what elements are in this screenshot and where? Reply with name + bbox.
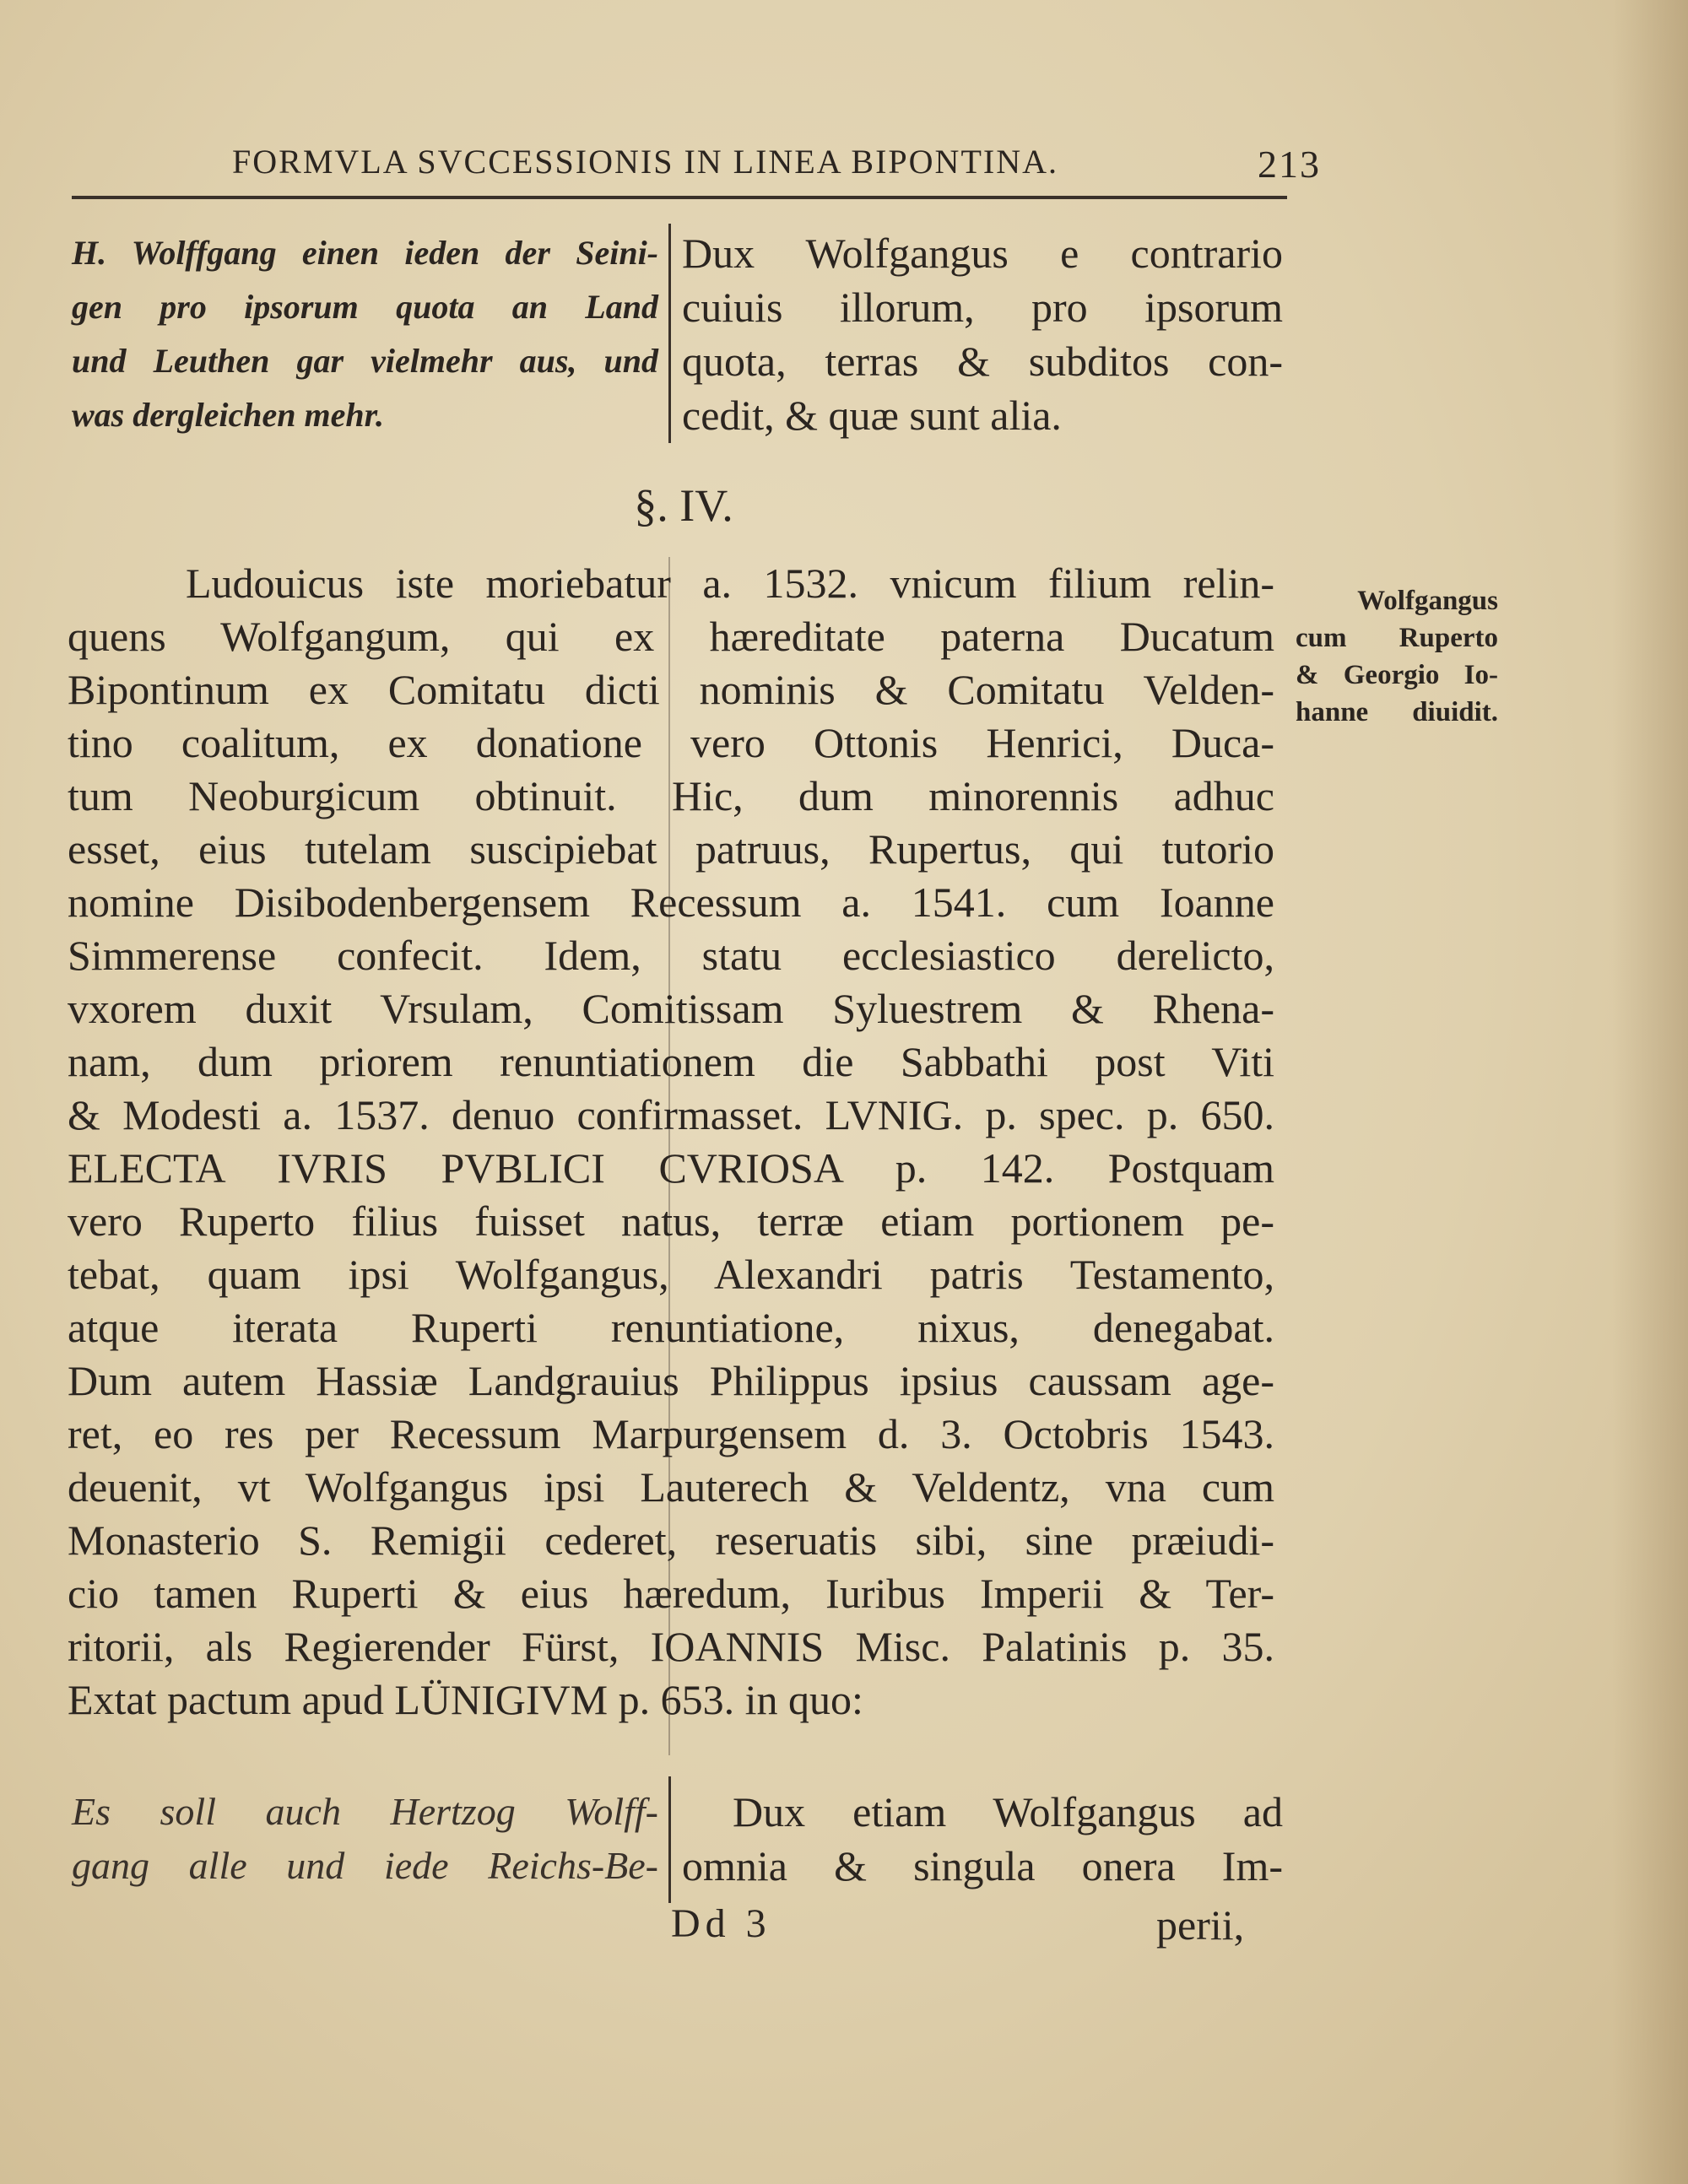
text-line: Bipontinum ex Comitatu dicti nominis & Comitatu Velden- <box>68 666 1274 713</box>
column-divider-top <box>668 224 671 443</box>
text-line: nam, dum priorem renuntiationem die Sabbathi post Viti <box>68 1038 1274 1085</box>
german-column-top <box>72 226 658 442</box>
text-line: nomine Disibodenbergensem Recessum a. 1541. cum Ioanne <box>68 878 1274 926</box>
text-line: Ludouicus iste moriebatur a. 1532. vnicum filium relin- <box>186 560 1274 607</box>
text-line: atque iterata Ruperti renuntiatione, nixus, denegabat. <box>68 1304 1274 1351</box>
latin-column-bottom <box>682 1785 1283 1893</box>
text-line: und Leuthen gar vielmehr aus, und <box>72 342 658 380</box>
column-divider-bottom <box>668 1776 671 1903</box>
text-line: ritorii, als Regierender Fürst, IOANNIS Misc. Palatinis p. 35. <box>68 1623 1274 1670</box>
page-header <box>232 142 1321 192</box>
text-line: Es soll auch Hertzog Wolff- <box>72 1790 658 1833</box>
margin-note-line: & Georgio Io- <box>1296 660 1498 690</box>
text-line: cuiuis illorum, pro ipsorum <box>682 284 1283 331</box>
page-edge-shading <box>1612 0 1688 2184</box>
text-line: was dergleichen mehr. <box>72 396 385 434</box>
text-line: H. Wolffgang einen ieden der Seini- <box>72 234 658 272</box>
header-rule <box>72 196 1287 199</box>
margin-note-line: cum Ruperto <box>1296 623 1498 653</box>
text-line: Simmerense confecit. Idem, statu ecclesiastico derelicto, <box>68 932 1274 979</box>
text-line: quens Wolfgangum, qui ex hæreditate paterna Ducatum <box>68 613 1274 660</box>
text-line: ret, eo res per Recessum Marpurgensem d. 3. Octobris 1543. <box>68 1410 1274 1457</box>
text-line: deuenit, vt Wolfgangus ipsi Lauterech & Veldentz, vna cum <box>68 1463 1274 1511</box>
section-heading: §. IV. <box>634 480 733 531</box>
main-paragraph <box>68 557 1274 1727</box>
signature-mark: Dd 3 <box>671 1901 771 1946</box>
text-line: quota, terras & subditos con- <box>682 338 1283 385</box>
text-line: Extat pactum apud LÜNIGIVM p. 653. in quo: <box>68 1676 863 1723</box>
text-line: Dum autem Hassiæ Landgrauius Philippus ipsius caussam age- <box>68 1357 1274 1404</box>
text-line: Dux etiam Wolfgangus ad <box>733 1788 1283 1835</box>
text-line: omnia & singula onera Im- <box>682 1842 1283 1889</box>
text-line: esset, eius tutelam suscipiebat patruus, Rupertus, qui tutorio <box>68 825 1274 873</box>
margin-note-line: Wolfgangus <box>1357 586 1498 616</box>
text-line: Dux Wolfgangus e contrario <box>682 230 1283 277</box>
text-line: cio tamen Ruperti & eius hæredum, Iuribus Imperii & Ter- <box>68 1570 1274 1617</box>
text-line: tebat, quam ipsi Wolfgangus, Alexandri patris Testamento, <box>68 1251 1274 1298</box>
text-line: gen pro ipsorum quota an Land <box>72 288 658 326</box>
text-line: & Modesti a. 1537. denuo confirmasset. LVNIG. p. spec. p. 650. <box>68 1091 1274 1138</box>
text-line: ELECTA IVRIS PVBLICI CVRIOSA p. 142. Postquam <box>68 1144 1274 1192</box>
text-line: vero Ruperto filius fuisset natus, terræ etiam portionem pe- <box>68 1197 1274 1245</box>
text-line: tum Neoburgicum obtinuit. Hic, dum minorennis adhuc <box>68 772 1274 819</box>
text-line: Monasterio S. Remigii cederet, reseruatis sibi, sine præiudi- <box>68 1516 1274 1564</box>
text-line: tino coalitum, ex donatione vero Ottonis Henrici, Duca- <box>68 719 1274 766</box>
text-line: gang alle und iede Reichs-Be- <box>72 1844 658 1887</box>
text-line: vxorem duxit Vrsulam, Comitissam Syluestrem & Rhena- <box>68 985 1274 1032</box>
text-line: cedit, & quæ sunt alia. <box>682 392 1062 439</box>
german-column-bottom <box>72 1785 658 1893</box>
latin-column-top <box>682 226 1283 442</box>
running-title: FORMVLA SVCCESSIONIS IN LINEA BIPONTINA. <box>232 143 1058 181</box>
catchword: perii, <box>1156 1901 1245 1949</box>
margin-note-line: hanne diuidit. <box>1296 697 1498 727</box>
page-number: 213 <box>1258 143 1321 186</box>
margin-note <box>1296 582 1498 731</box>
